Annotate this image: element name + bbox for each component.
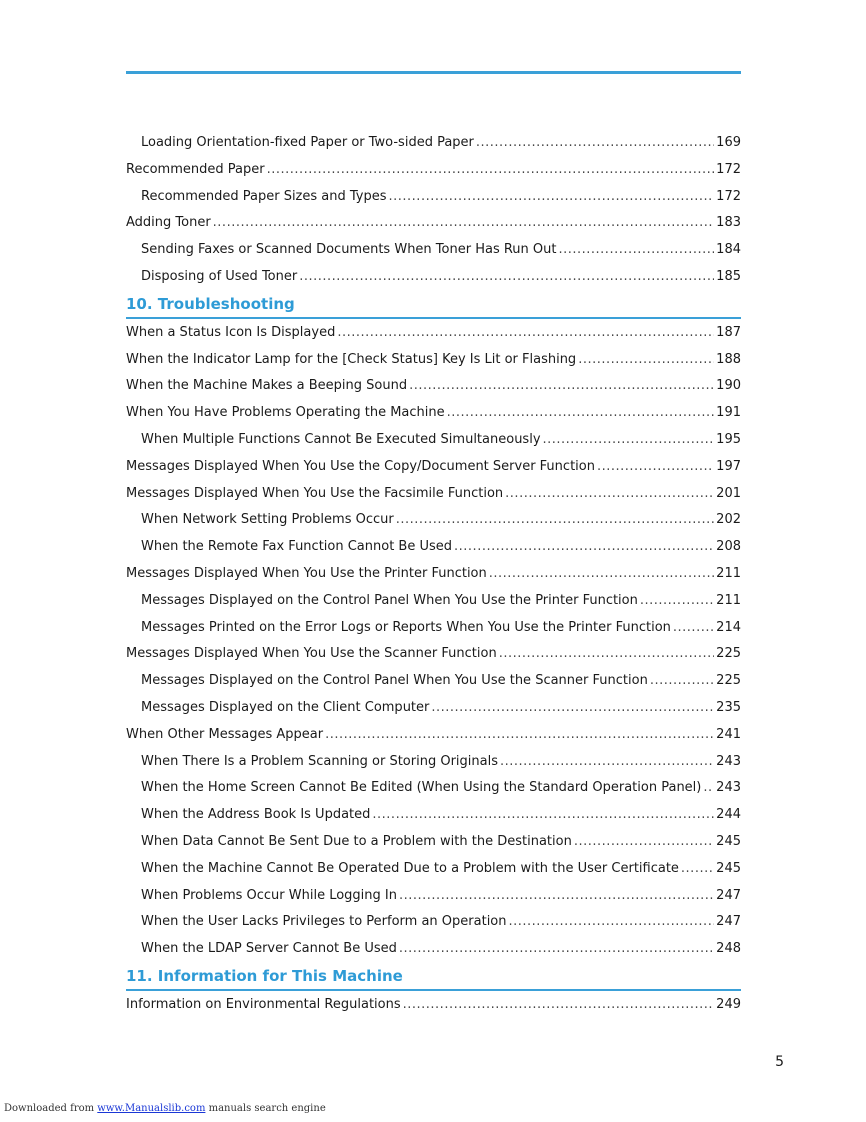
footer-suffix: manuals search engine (208, 1103, 326, 1114)
download-footer (4, 1103, 326, 1114)
toc-entry-page: 190 (716, 378, 741, 394)
dot-leader (399, 936, 714, 963)
toc-entry-title: When Multiple Functions Cannot Be Executed Simultaneously (141, 431, 541, 447)
dot-leader (640, 588, 714, 615)
toc-entry-page: 208 (716, 539, 741, 555)
toc-entry-title: Messages Displayed on the Control Panel When You Use the Scanner Function (141, 673, 648, 689)
dot-leader (447, 400, 715, 427)
dot-leader (489, 561, 714, 588)
toc-entry[interactable] (126, 802, 741, 829)
toc-entry-page: 202 (716, 512, 741, 528)
dot-leader (578, 347, 714, 374)
toc-entry-title: Disposing of Used Toner (141, 268, 298, 284)
toc-entry[interactable] (126, 130, 741, 157)
toc-entry[interactable] (126, 320, 741, 347)
toc-entry-page: 248 (716, 941, 741, 957)
dot-leader (372, 802, 714, 829)
toc-entry[interactable] (126, 507, 741, 534)
toc-entry-page: 214 (716, 619, 741, 635)
manualslib-link[interactable]: www.Manualslib.com (97, 1103, 206, 1114)
toc-entry-page: 247 (716, 887, 741, 903)
toc-entry-page: 243 (716, 780, 741, 796)
toc-entry[interactable] (126, 641, 741, 668)
toc-entry-page: 183 (716, 215, 741, 231)
dot-leader (558, 237, 714, 264)
toc-entry-page: 191 (716, 405, 741, 421)
toc-entry[interactable] (126, 561, 741, 588)
dot-leader (389, 184, 715, 211)
dot-leader (409, 373, 714, 400)
toc-entry[interactable] (126, 454, 741, 481)
toc-entry-title: When Data Cannot Be Sent Due to a Problem with the Destination (141, 833, 572, 849)
dot-leader (543, 427, 715, 454)
toc-entry-title: Information on Environmental Regulations (126, 996, 401, 1012)
toc-entry[interactable] (126, 373, 741, 400)
toc-entry-title: When the Indicator Lamp for the [Check Status] Key Is Lit or Flashing (126, 351, 577, 367)
dot-leader (476, 130, 714, 157)
toc-entry[interactable] (126, 695, 741, 722)
toc-entry-page: 172 (716, 188, 741, 204)
toc-entry-title: When Other Messages Appear (126, 726, 324, 742)
toc-entry[interactable] (126, 883, 741, 910)
toc-entry-page: 197 (716, 458, 741, 474)
dot-leader (703, 775, 714, 802)
toc-entry[interactable] (126, 829, 741, 856)
dot-leader (299, 264, 714, 291)
dot-leader (325, 722, 714, 749)
toc-entry-title: When the Machine Makes a Beeping Sound (126, 378, 408, 394)
toc-entry-page: 245 (716, 860, 741, 876)
page-number: 5 (775, 1054, 784, 1070)
toc-entry[interactable] (126, 615, 741, 642)
toc-entry-page: 244 (716, 807, 741, 823)
toc-entry-title: Messages Displayed on the Client Computer (141, 699, 430, 715)
table-of-contents (126, 130, 741, 1019)
dot-leader (267, 157, 715, 184)
toc-entry-title: Sending Faxes or Scanned Documents When Toner Has Run Out (141, 242, 557, 258)
toc-entry-title: Recommended Paper Sizes and Types (141, 188, 387, 204)
toc-entry-page: 172 (716, 161, 741, 177)
chapter-heading: 11. Information for This Machine (126, 963, 741, 992)
toc-entry[interactable] (126, 749, 741, 776)
toc-entry-title: When Problems Occur While Logging In (141, 887, 397, 903)
toc-entry[interactable] (126, 184, 741, 211)
dot-leader (399, 883, 714, 910)
toc-entry[interactable] (126, 427, 741, 454)
toc-entry-title: Messages Displayed When You Use the Scanner Function (126, 646, 497, 662)
toc-entry-title: Messages Displayed When You Use the Copy/Document Server Function (126, 458, 595, 474)
toc-entry[interactable] (126, 264, 741, 291)
toc-entry[interactable] (126, 481, 741, 508)
toc-entry[interactable] (126, 722, 741, 749)
dot-leader (403, 992, 715, 1019)
toc-entry-title: When the Address Book Is Updated (141, 807, 371, 823)
toc-entry[interactable] (126, 775, 741, 802)
toc-entry-title: Messages Displayed on the Control Panel When You Use the Printer Function (141, 592, 638, 608)
toc-entry-page: 249 (716, 996, 741, 1012)
dot-leader (499, 641, 714, 668)
dot-leader (650, 668, 714, 695)
dot-leader (213, 210, 715, 237)
toc-entry-page: 195 (716, 431, 741, 447)
toc-entry-page: 225 (716, 646, 741, 662)
toc-entry-title: When the LDAP Server Cannot Be Used (141, 941, 397, 957)
dot-leader (337, 320, 714, 347)
dot-leader (673, 615, 714, 642)
dot-leader (454, 534, 714, 561)
toc-entry[interactable] (126, 588, 741, 615)
header-rule (126, 71, 741, 74)
toc-entry-page: 211 (716, 565, 741, 581)
dot-leader (505, 481, 714, 508)
toc-entry-title: When a Status Icon Is Displayed (126, 324, 336, 340)
toc-entry-title: Messages Printed on the Error Logs or Reports When You Use the Printer Function (141, 619, 671, 635)
dot-leader (396, 507, 714, 534)
toc-entry-page: 243 (716, 753, 741, 769)
toc-entry-title: When the Remote Fax Function Cannot Be Used (141, 539, 453, 555)
toc-entry-page: 211 (716, 592, 741, 608)
toc-entry-page: 187 (716, 324, 741, 340)
dot-leader (574, 829, 714, 856)
toc-entry-page: 169 (716, 135, 741, 150)
toc-entry[interactable] (126, 856, 741, 883)
toc-entry-page: 188 (716, 351, 741, 367)
toc-entry[interactable] (126, 400, 741, 427)
toc-entry[interactable] (126, 237, 741, 264)
dot-leader (597, 454, 714, 481)
dot-leader (509, 909, 715, 936)
toc-entry[interactable] (126, 668, 741, 695)
toc-entry-title: When the Home Screen Cannot Be Edited (When Using the Standard Operation Panel) (141, 780, 702, 796)
toc-entry-title: When Network Setting Problems Occur (141, 512, 394, 528)
toc-entry-page: 241 (716, 726, 741, 742)
toc-entry-title: Messages Displayed When You Use the Facsimile Function (126, 485, 504, 501)
toc-entry[interactable] (126, 347, 741, 374)
toc-entry-page: 184 (716, 242, 741, 258)
toc-entry-page: 201 (716, 485, 741, 501)
chapter-heading: 10. Troubleshooting (126, 291, 741, 320)
toc-entry[interactable] (126, 909, 741, 936)
toc-entry[interactable] (126, 534, 741, 561)
toc-entry-page: 185 (716, 268, 741, 284)
toc-entry-page: 225 (716, 673, 741, 689)
toc-entry-title: When You Have Problems Operating the Machine (126, 405, 445, 421)
footer-prefix: Downloaded from (4, 1103, 95, 1114)
toc-entry[interactable] (126, 936, 741, 963)
toc-entry[interactable] (126, 157, 741, 184)
toc-entry-page: 245 (716, 833, 741, 849)
toc-entry[interactable] (126, 210, 741, 237)
dot-leader (500, 749, 714, 776)
toc-entry-title: Messages Displayed When You Use the Printer Function (126, 565, 487, 581)
toc-entry-title: When There Is a Problem Scanning or Storing Originals (141, 753, 498, 769)
toc-entry-title: Adding Toner (126, 215, 211, 231)
toc-entry-title: When the Machine Cannot Be Operated Due to a Problem with the User Certificate (141, 860, 679, 876)
toc-entry-page: 247 (716, 914, 741, 930)
toc-entry-title: When the User Lacks Privileges to Perform an Operation (141, 914, 507, 930)
toc-entry-title: Recommended Paper (126, 161, 265, 177)
toc-entry-page: 235 (716, 699, 741, 715)
toc-entry-title: Loading Orientation-fixed Paper or Two-sided Paper (141, 135, 474, 150)
dot-leader (431, 695, 714, 722)
toc-entry[interactable] (126, 992, 741, 1019)
dot-leader (681, 856, 714, 883)
